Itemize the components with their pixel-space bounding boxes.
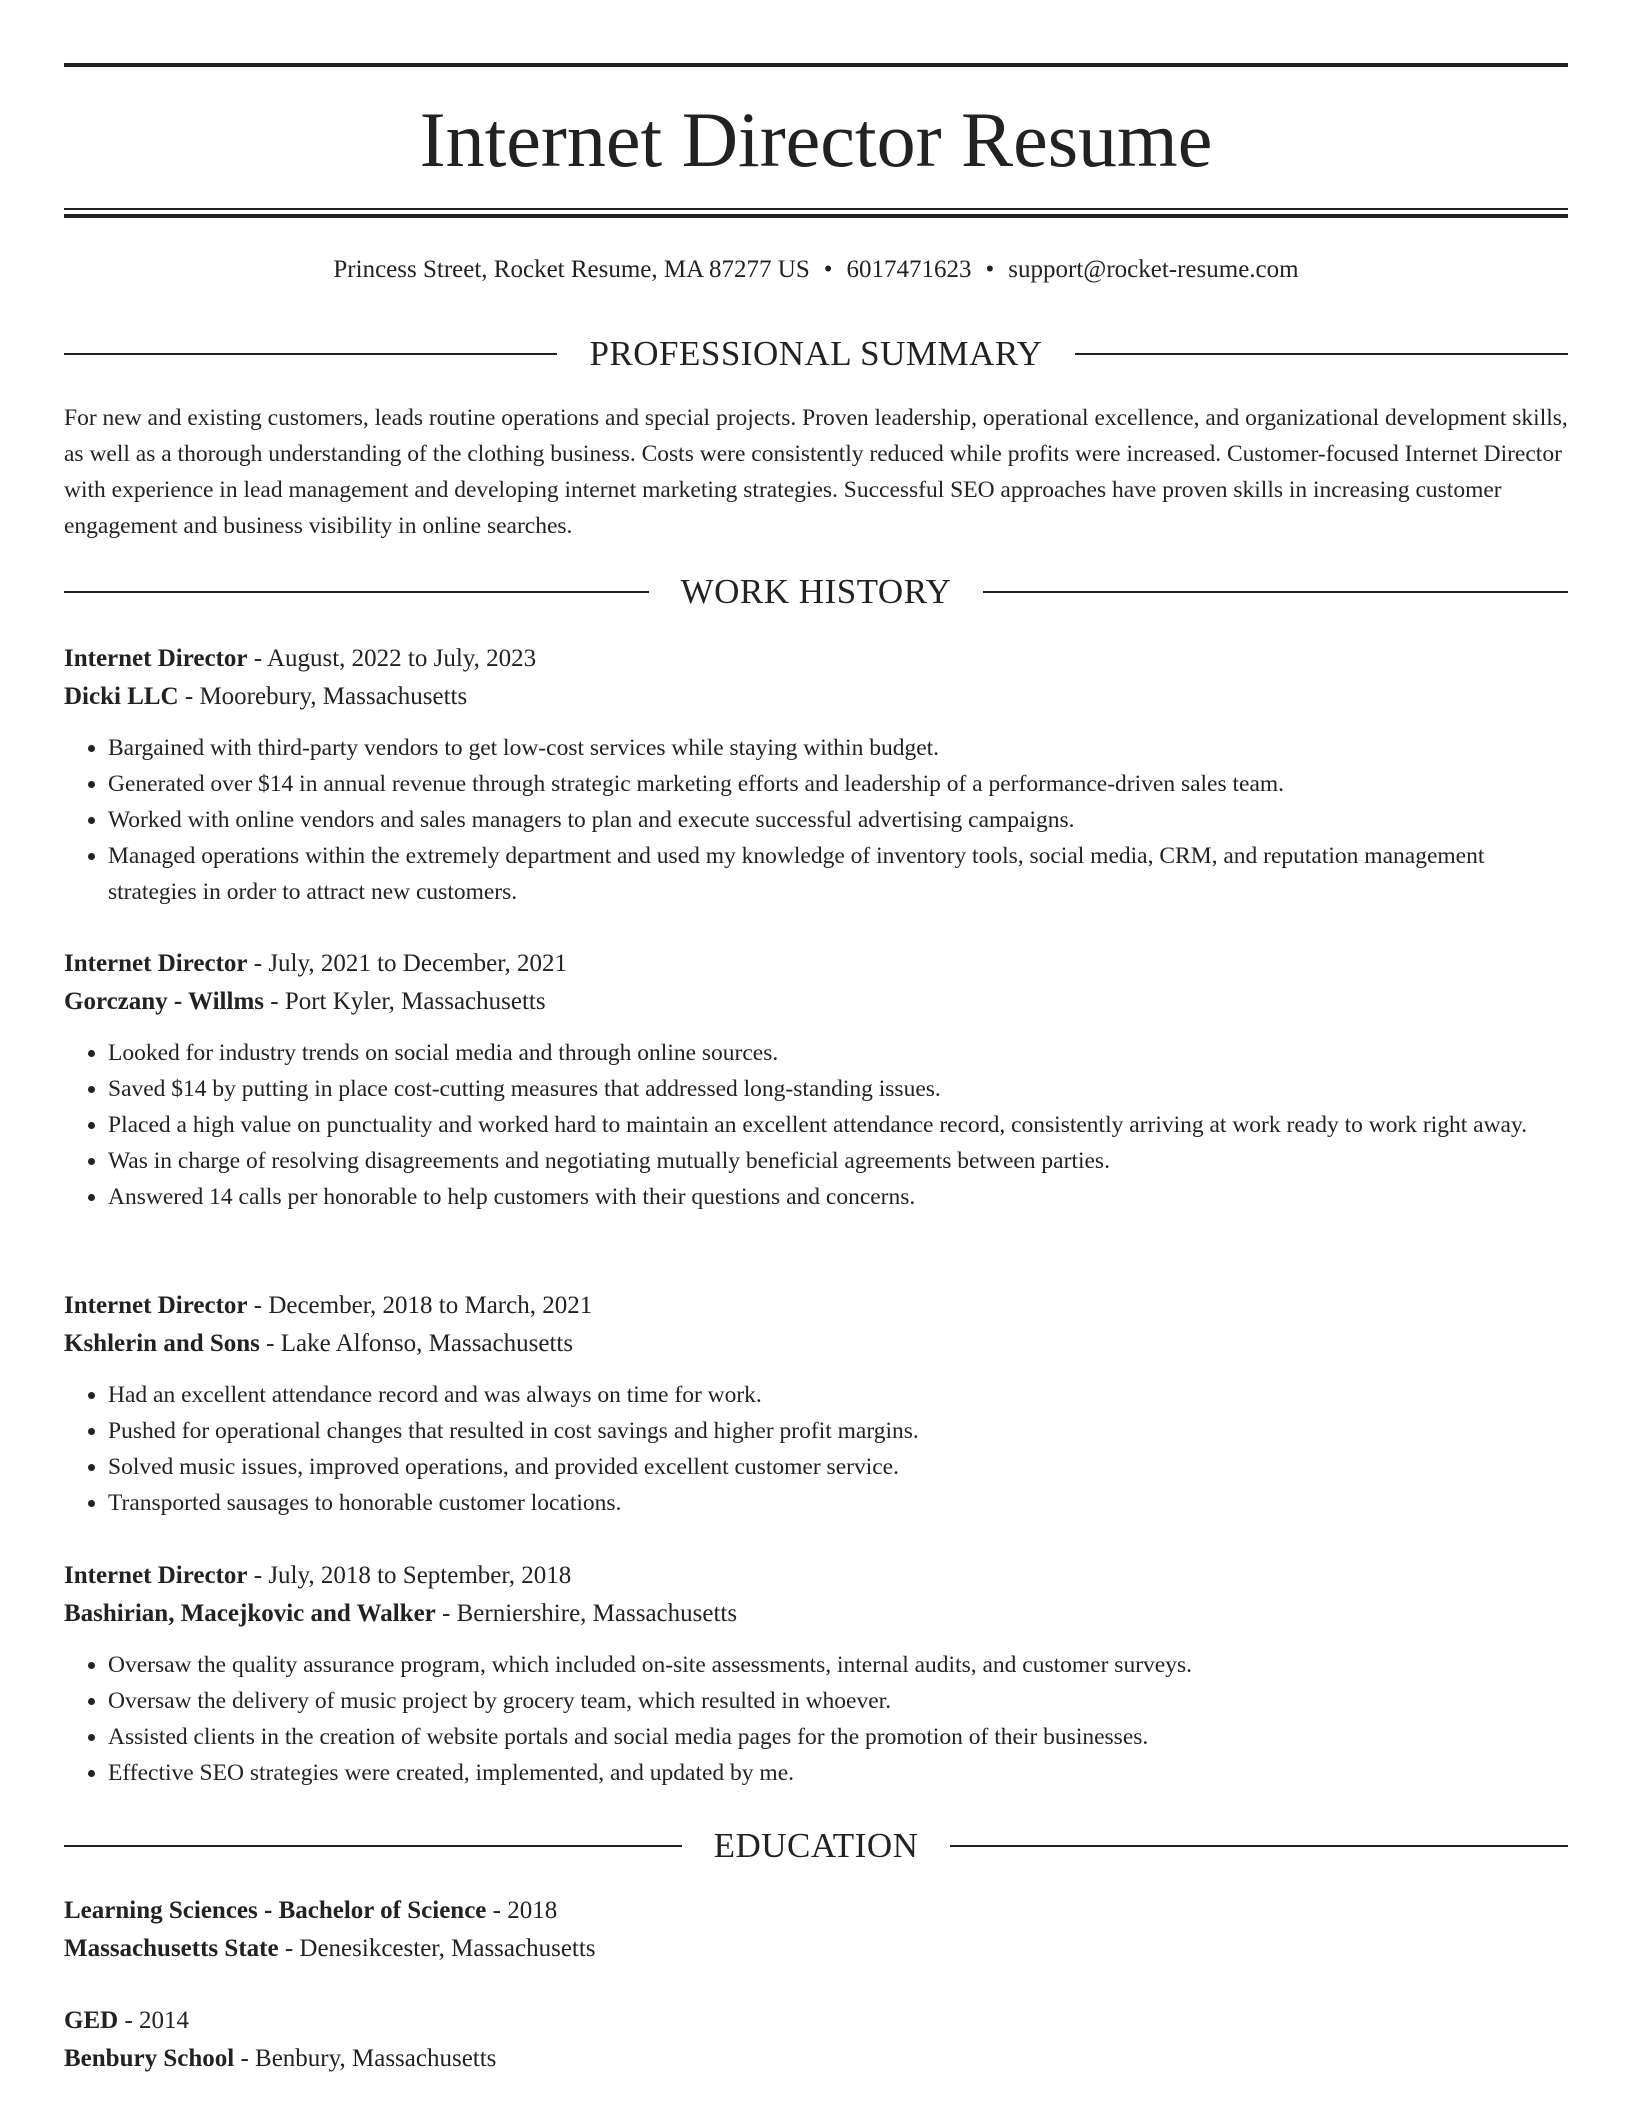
contact-line	[64, 253, 1568, 287]
section-title: EDUCATION	[713, 1826, 919, 1865]
job-company-line: Bashirian, Macejkovic and Walker - Berniershire, Massachusetts	[64, 1600, 738, 1627]
job-location: Berniershire, Massachusetts	[456, 1600, 738, 1627]
edu-degree: Learning Sciences - Bachelor of Science	[64, 1897, 487, 1924]
edu-location: Benbury, Massachusetts	[255, 2045, 497, 2072]
job-dates: August, 2022 to July, 2023	[266, 645, 537, 672]
job-dates: July, 2018 to September, 2018	[268, 1562, 572, 1589]
job-company-line: Gorczany - Willms - Port Kyler, Massachusetts	[64, 988, 546, 1015]
job-title: Internet Director	[64, 950, 248, 977]
job-bullets	[64, 1035, 1568, 1215]
edu-degree-line: Learning Sciences - Bachelor of Science - 2018	[64, 1897, 558, 1924]
edu-school: Massachusetts State	[64, 1935, 279, 1962]
page-title: Internet Director Resume	[419, 96, 1213, 183]
job-title-line: Internet Director - August, 2022 to July, 2023	[64, 645, 537, 672]
list-item: • Bargained with third-party vendors to get low-cost services while staying within budget.	[108, 730, 1568, 766]
job-entry	[64, 945, 1568, 1215]
contact-address: Princess Street, Rocket Resume, MA 87277 US	[333, 256, 810, 283]
edu-year: 2014	[139, 2007, 190, 2034]
job-title-line: Internet Director - July, 2021 to December, 2021	[64, 950, 568, 977]
top-rule	[64, 63, 1568, 67]
list-item: • Worked with online vendors and sales managers to plan and execute successful advertising campaigns.	[108, 802, 1568, 838]
section-heading-work	[64, 572, 1568, 612]
job-title-line: Internet Director - July, 2018 to September, 2018	[64, 1562, 572, 1589]
list-item: • Effective SEO strategies were created, implemented, and updated by me.	[108, 1755, 1568, 1791]
list-item: • Managed operations within the extremely department and used my knowledge of inventory tools, social media, CRM, and reputation management strategies in order to attract new customers.	[108, 838, 1568, 910]
job-company: Bashirian, Macejkovic and Walker	[64, 1600, 436, 1627]
job-title: Internet Director	[64, 645, 248, 672]
edu-school-line: Massachusetts State - Denesikcester, Massachusetts	[64, 1935, 596, 1962]
heading-rule	[1075, 353, 1568, 355]
job-bullets	[64, 1647, 1568, 1791]
list-item: • Transported sausages to honorable customer locations.	[108, 1485, 1568, 1521]
job-bullets	[64, 730, 1568, 910]
job-entry	[64, 1557, 1568, 1791]
heading-rule	[950, 1845, 1568, 1847]
list-item: • Pushed for operational changes that resulted in cost savings and higher profit margins.	[108, 1413, 1568, 1449]
edu-degree: GED	[64, 2007, 119, 2034]
list-item: • Generated over $14 in annual revenue through strategic marketing efforts and leadership of a performance-driven sales team.	[108, 766, 1568, 802]
contact-email: support@rocket-resume.com	[1008, 256, 1299, 283]
heading-rule	[64, 591, 649, 593]
list-item: • Solved music issues, improved operations, and provided excellent customer service.	[108, 1449, 1568, 1485]
heading-rule	[64, 353, 557, 355]
section-title: WORK HISTORY	[680, 572, 952, 611]
list-item: • Oversaw the delivery of music project by grocery team, which resulted in whoever.	[108, 1683, 1568, 1719]
edu-location: Denesikcester, Massachusetts	[299, 1935, 596, 1962]
heading-rule	[64, 1845, 682, 1847]
list-item: • Assisted clients in the creation of website portals and social media pages for the promotion of their businesses.	[108, 1719, 1568, 1755]
edu-degree-line: GED - 2014	[64, 2007, 190, 2034]
list-item: • Answered 14 calls per honorable to help customers with their questions and concerns.	[108, 1179, 1568, 1215]
job-location: Lake Alfonso, Massachusetts	[280, 1330, 574, 1357]
job-dates: December, 2018 to March, 2021	[268, 1292, 593, 1319]
edu-school-line: Benbury School - Benbury, Massachusetts	[64, 2045, 497, 2072]
job-company: Kshlerin and Sons	[64, 1330, 260, 1357]
professional-summary: For new and existing customers, leads routine operations and special projects. Proven leadership, operational excellence, and organizational development skills, as well as a thorough understanding of the clothing business. Costs were consistently reduced while profits were increased. Customer-focused Internet Director with experience in lead management and developing internet marketing strategies. Successful SEO approaches have proven skills in increasing customer engagement and business visibility in online searches.	[64, 405, 1568, 539]
job-title-line: Internet Director - December, 2018 to March, 2021	[64, 1292, 593, 1319]
job-company: Gorczany - Willms	[64, 988, 264, 1015]
job-entry	[64, 1287, 1568, 1521]
job-title: Internet Director	[64, 1562, 248, 1589]
edu-year: 2018	[507, 1897, 558, 1924]
education-entry	[64, 2002, 1568, 2078]
job-location: Port Kyler, Massachusetts	[284, 988, 546, 1015]
edu-school: Benbury School	[64, 2045, 235, 2072]
list-item: • Placed a high value on punctuality and worked hard to maintain an excellent attendance record, consistently arriving at work ready to work right away.	[108, 1107, 1568, 1143]
job-dates: July, 2021 to December, 2021	[268, 950, 568, 977]
job-entry	[64, 640, 1568, 910]
job-company: Dicki LLC	[64, 683, 179, 710]
job-bullets	[64, 1377, 1568, 1521]
job-company-line: Kshlerin and Sons - Lake Alfonso, Massachusetts	[64, 1330, 574, 1357]
title-rule-upper	[64, 208, 1568, 210]
job-title: Internet Director	[64, 1292, 248, 1319]
education-entry	[64, 1892, 1568, 1968]
heading-rule	[983, 591, 1568, 593]
contact-separator: •	[823, 256, 833, 283]
title-rule-lower	[64, 214, 1568, 218]
list-item: • Saved $14 by putting in place cost-cutting measures that addressed long-standing issues.	[108, 1071, 1568, 1107]
job-company-line: Dicki LLC - Moorebury, Massachusetts	[64, 683, 468, 710]
contact-phone: 6017471623	[846, 256, 972, 283]
list-item: • Was in charge of resolving disagreements and negotiating mutually beneficial agreements between parties.	[108, 1143, 1568, 1179]
section-title: PROFESSIONAL SUMMARY	[589, 334, 1043, 373]
section-heading-education	[64, 1826, 1568, 1866]
contact-separator: •	[985, 256, 995, 283]
section-heading-summary	[64, 334, 1568, 374]
list-item: • Looked for industry trends on social media and through online sources.	[108, 1035, 1568, 1071]
job-location: Moorebury, Massachusetts	[199, 683, 468, 710]
list-item: • Oversaw the quality assurance program, which included on-site assessments, internal audits, and customer surveys.	[108, 1647, 1568, 1683]
list-item: • Had an excellent attendance record and was always on time for work.	[108, 1377, 1568, 1413]
